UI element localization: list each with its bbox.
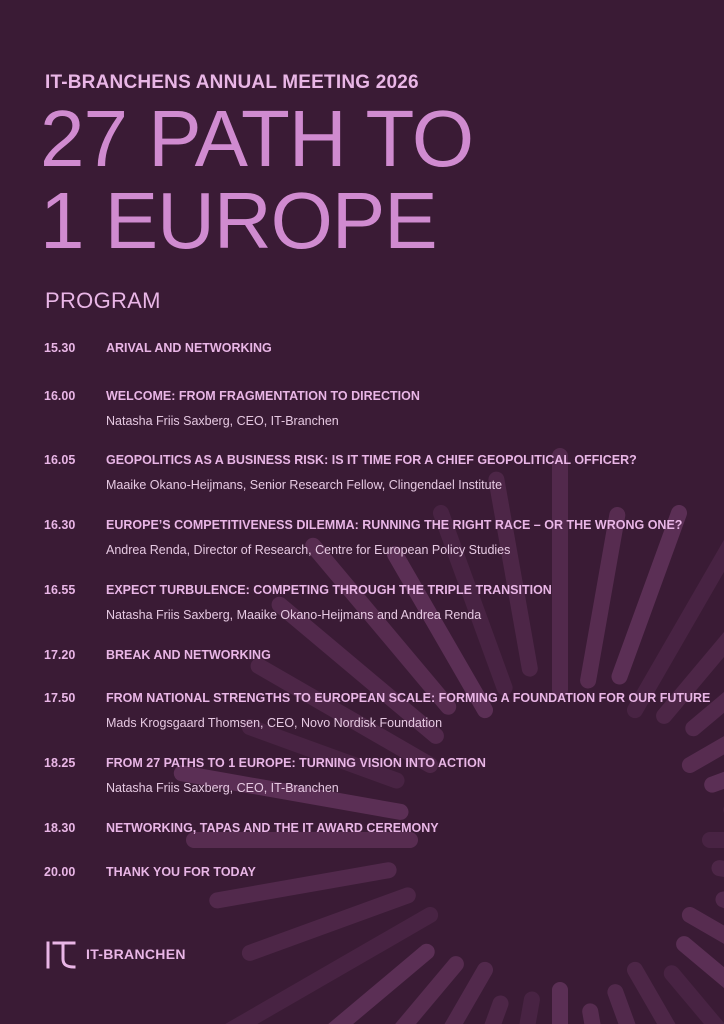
agenda-topic: THANK YOU FOR TODAY <box>106 865 256 879</box>
agenda-topic: EXPECT TURBULENCE: COMPETING THROUGH THE TRIPLE TRANSITION <box>106 583 552 597</box>
agenda-topic: BREAK AND NETWORKING <box>106 648 271 662</box>
agenda-topic: ARIVAL AND NETWORKING <box>106 341 272 355</box>
agenda-time: 16.30 <box>44 518 76 532</box>
it-logo-icon <box>44 937 78 971</box>
agenda-topic: EUROPE’S COMPETITIVENESS DILEMMA: RUNNING THE RIGHT RACE – OR THE WRONG ONE? <box>106 518 683 532</box>
agenda-topic: WELCOME: FROM FRAGMENTATION TO DIRECTION <box>106 389 420 403</box>
burst-ray <box>590 1011 617 1024</box>
agenda-speaker: Andrea Renda, Director of Research, Centre for European Policy Studies <box>106 543 511 557</box>
agenda-time: 17.50 <box>44 691 76 705</box>
agenda-time: 16.05 <box>44 453 76 467</box>
burst-ray <box>496 480 529 669</box>
it-branchen-logo <box>44 937 186 971</box>
agenda-topic: NETWORKING, TAPAS AND THE IT AWARD CEREMONY <box>106 821 439 835</box>
agenda-topic: GEOPOLITICS AS A BUSINESS RISK: IS IT TIME FOR A CHIEF GEOPOLITICAL OFFICER? <box>106 453 637 467</box>
agenda-speaker: Natasha Friis Saxberg, CEO, IT-Branchen <box>106 414 339 428</box>
event-kicker: IT-BRANCHENS ANNUAL MEETING 2026 <box>45 72 419 93</box>
event-title <box>40 94 474 265</box>
agenda-time: 18.25 <box>44 756 76 770</box>
title-line-1: 27 PATH TO <box>40 94 474 183</box>
agenda-time: 15.30 <box>44 341 76 355</box>
agenda-time: 16.00 <box>44 389 76 403</box>
logo-text: IT-BRANCHEN <box>86 946 186 962</box>
agenda-time: 18.30 <box>44 821 76 835</box>
agenda-topic: FROM 27 PATHS TO 1 EUROPE: TURNING VISION INTO ACTION <box>106 756 486 770</box>
program-heading: PROGRAM <box>45 288 161 313</box>
agenda-speaker: Natasha Friis Saxberg, CEO, IT-Branchen <box>106 781 339 795</box>
agenda-time: 20.00 <box>44 865 76 879</box>
agenda-time: 17.20 <box>44 648 76 662</box>
agenda-speaker: Maaike Okano-Heijmans, Senior Research Fellow, Clingendael Institute <box>106 478 503 492</box>
agenda-speaker: Mads Krogsgaard Thomsen, CEO, Novo Nordisk Foundation <box>106 716 443 730</box>
agenda-topic: FROM NATIONAL STRENGTHS TO EUROPEAN SCALE: FORMING A FOUNDATION FOR OUR FUTURE <box>106 691 711 705</box>
agenda-speaker: Natasha Friis Saxberg, Maaike Okano-Heijmans and Andrea Renda <box>106 608 482 622</box>
agenda-time: 16.55 <box>44 583 76 597</box>
title-line-2: 1 EUROPE <box>40 176 437 265</box>
